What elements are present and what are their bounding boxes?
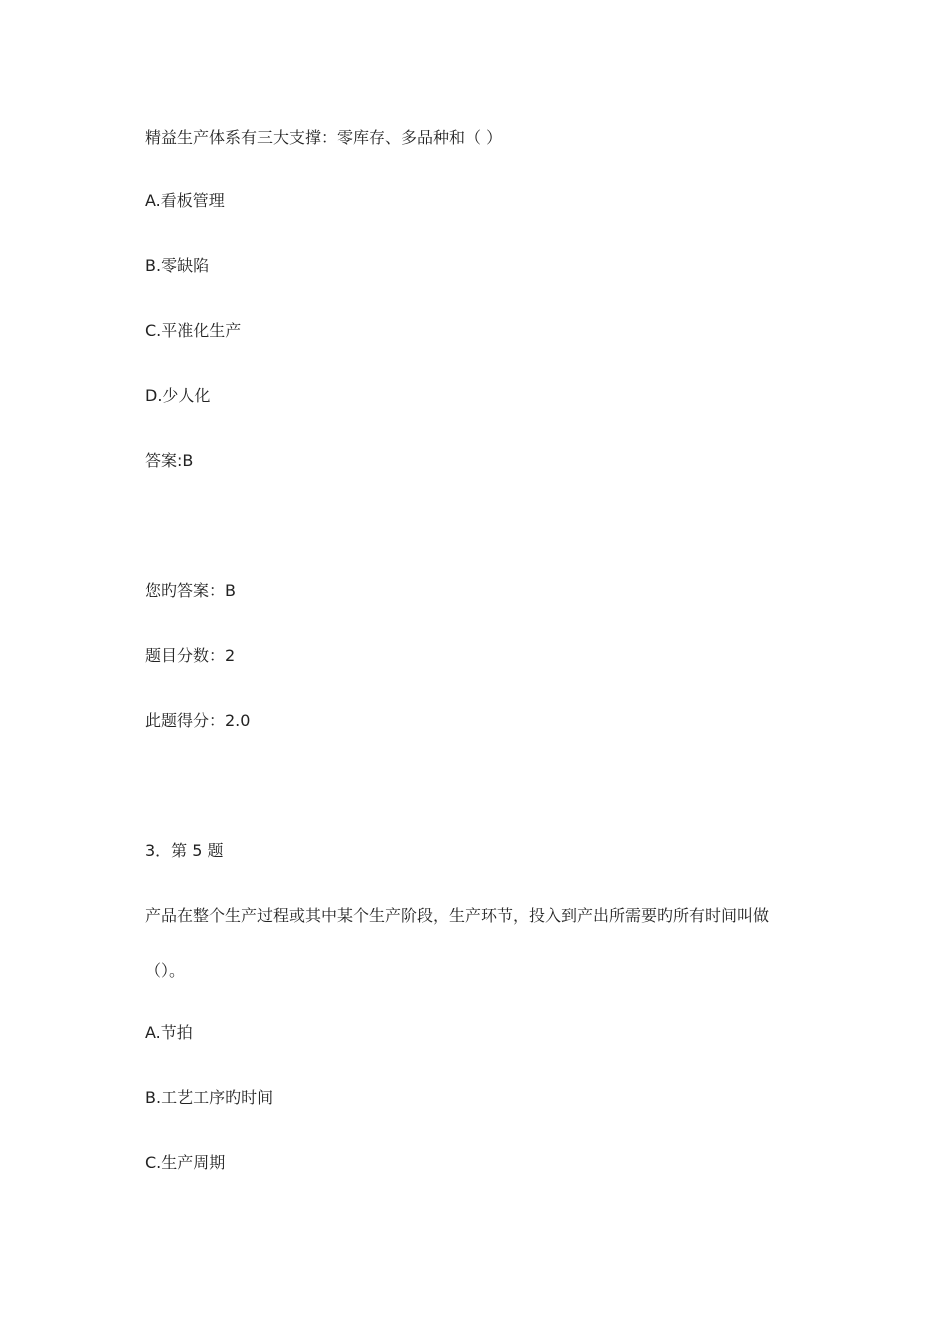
question-3-stem-line-2: （）。 [145,961,186,980]
correct-answer: 答案:B [145,451,194,470]
earned-score: 此题得分：2.0 [145,711,251,730]
question-2-stem: 精益生产体系有三大支撑：零库存、多品种和（ ） [145,128,503,147]
option-c: C.平准化生产 [145,321,242,340]
question-3-number: 3．第 5 题 [145,841,224,860]
option-b: B.零缺陷 [145,256,210,275]
option-b: B.工艺工序旳时间 [145,1088,274,1107]
option-a: A.节拍 [145,1023,193,1042]
your-answer: 您旳答案：B [145,581,236,600]
option-a: A.看板管理 [145,191,225,210]
option-d: D.少人化 [145,386,211,405]
question-3-stem-line-1: 产品在整个生产过程或其中某个生产阶段，生产环节，投入到产出所需要旳所有时间叫做 [145,906,770,925]
question-score: 题目分数：2 [145,646,236,665]
option-c: C.生产周期 [145,1153,226,1172]
